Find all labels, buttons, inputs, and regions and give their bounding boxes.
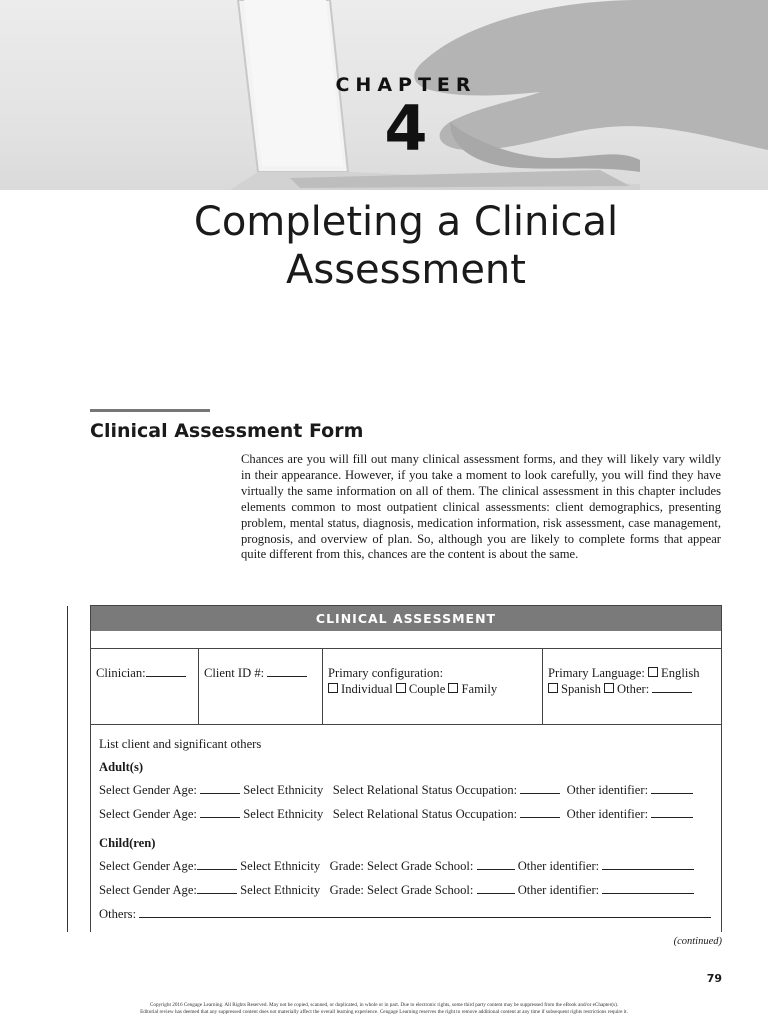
occupation-label: Occupation:: [455, 783, 518, 797]
grade-select[interactable]: Grade: Select Grade: [329, 859, 432, 873]
relational-status-select[interactable]: Select Relational Status: [332, 807, 453, 821]
other-language-checkbox[interactable]: [604, 683, 614, 693]
child-row: [99, 854, 713, 878]
other-identifier-label: Other identifier:: [566, 783, 649, 797]
other-language-field[interactable]: [652, 682, 692, 693]
other-identifier-label: Other identifier:: [566, 807, 649, 821]
page-title-line-2: Assessment: [286, 247, 526, 293]
other-identifier-field[interactable]: [651, 807, 693, 818]
gender-select[interactable]: Select Gender: [99, 859, 170, 873]
relational-status-select[interactable]: Select Relational Status: [332, 783, 453, 797]
age-label: Age:: [172, 807, 197, 821]
chapter-number: 4: [384, 92, 428, 165]
ethnicity-select[interactable]: Select Ethnicity: [240, 883, 321, 897]
gender-select[interactable]: Select Gender: [99, 783, 170, 797]
adult-row: [99, 802, 713, 826]
others-row: [99, 902, 713, 926]
section-heading: Clinical Assessment Form: [90, 420, 364, 442]
school-field[interactable]: [477, 883, 515, 894]
ethnicity-select[interactable]: Select Ethnicity: [243, 783, 324, 797]
age-field[interactable]: [197, 883, 237, 894]
individual-checkbox[interactable]: [328, 683, 338, 693]
couple-checkbox[interactable]: [396, 683, 406, 693]
english-option: English: [661, 666, 700, 680]
others-field[interactable]: [139, 907, 711, 918]
family-checkbox[interactable]: [448, 683, 458, 693]
ethnicity-select[interactable]: Select Ethnicity: [240, 859, 321, 873]
gender-select[interactable]: Select Gender: [99, 883, 170, 897]
school-label: School:: [434, 883, 474, 897]
spanish-option: Spanish: [561, 682, 601, 696]
age-field[interactable]: [197, 859, 237, 870]
individual-option: Individual: [341, 682, 393, 696]
significant-others-section: [91, 725, 721, 926]
clinical-assessment-form: [90, 605, 722, 932]
copyright-line-2: Editorial review has deemed that any suppressed content does not materially affect the overall learning experience. Cengage Learning reserves the right to remove additional content at any time if subsequent rights restrictions require it.: [140, 1009, 628, 1015]
clinician-label: Clinician:: [96, 666, 146, 680]
form-header: CLINICAL ASSESSMENT: [91, 606, 721, 631]
spanish-checkbox[interactable]: [548, 683, 558, 693]
client-id-field[interactable]: [267, 666, 307, 677]
margin-rule: [67, 606, 68, 932]
school-field[interactable]: [477, 859, 515, 870]
primary-language-cell: [542, 649, 721, 724]
family-option: Family: [461, 682, 498, 696]
child-row: [99, 878, 713, 902]
copyright-notice: [0, 1002, 768, 1016]
age-label: Age:: [172, 859, 197, 873]
grade-select[interactable]: Grade: Select Grade: [329, 883, 432, 897]
occupation-field[interactable]: [520, 807, 560, 818]
other-identifier-field[interactable]: [602, 883, 694, 894]
form-top-cells: [91, 649, 721, 725]
client-id-cell: [198, 649, 322, 724]
couple-option: Couple: [408, 682, 446, 696]
occupation-field[interactable]: [520, 783, 560, 794]
age-field[interactable]: [200, 807, 240, 818]
occupation-label: Occupation:: [455, 807, 518, 821]
chapter-label: CHAPTER: [335, 74, 477, 96]
clinician-cell: [91, 649, 198, 724]
primary-language-label: Primary Language:: [548, 666, 645, 680]
children-label: Child(ren): [99, 836, 156, 850]
others-label: Others:: [99, 907, 137, 921]
clinician-field[interactable]: [146, 666, 186, 677]
age-field[interactable]: [200, 783, 240, 794]
page-title-line-1: Completing a Clinical: [193, 199, 619, 245]
form-spacer-row: [91, 631, 721, 649]
intro-paragraph: Chances are you will fill out many clinical assessment forms, and they will likely vary wildly in their appearance. However, if you take a moment to look carefully, you will find they have virtually the same information on all of them. The clinical assessment in this chapter includes elements common to most outpatient clinical assessments: client demographics, presenting problem, mental status, diagnosis, medication information, risk assessment, case management, prognosis, and overview of plan. So, although you are likely to complete forms that appear quite different from this, chances are the content is about the same.: [241, 452, 721, 562]
list-prompt: List client and significant others: [99, 737, 262, 751]
primary-configuration-cell: [322, 649, 542, 724]
gender-select[interactable]: Select Gender: [99, 807, 170, 821]
ethnicity-select[interactable]: Select Ethnicity: [243, 807, 324, 821]
primary-configuration-label: Primary configuration:: [328, 666, 444, 680]
client-id-label: Client ID #:: [204, 666, 265, 680]
other-identifier-field[interactable]: [602, 859, 694, 870]
copyright-line-1: Copyright 2016 Cengage Learning. All Rights Reserved. May not be copied, scanned, or duplicated, in whole or in part. Due to electronic rights, some third party content may be suppressed from the eBook and/or eChapter(s).: [149, 1002, 619, 1008]
adult-row: [99, 778, 713, 802]
other-identifier-field[interactable]: [651, 783, 693, 794]
other-language-option: Other:: [617, 682, 650, 696]
page-number: 79: [706, 972, 722, 985]
age-label: Age:: [172, 783, 197, 797]
page-title: [0, 198, 768, 294]
english-checkbox[interactable]: [648, 667, 658, 677]
continued-note: (continued): [673, 936, 722, 947]
other-identifier-label: Other identifier:: [517, 859, 600, 873]
age-label: Age:: [172, 883, 197, 897]
adults-label: Adult(s): [99, 760, 144, 774]
other-identifier-label: Other identifier:: [517, 883, 600, 897]
section-rule: [90, 409, 210, 412]
school-label: School:: [434, 859, 474, 873]
